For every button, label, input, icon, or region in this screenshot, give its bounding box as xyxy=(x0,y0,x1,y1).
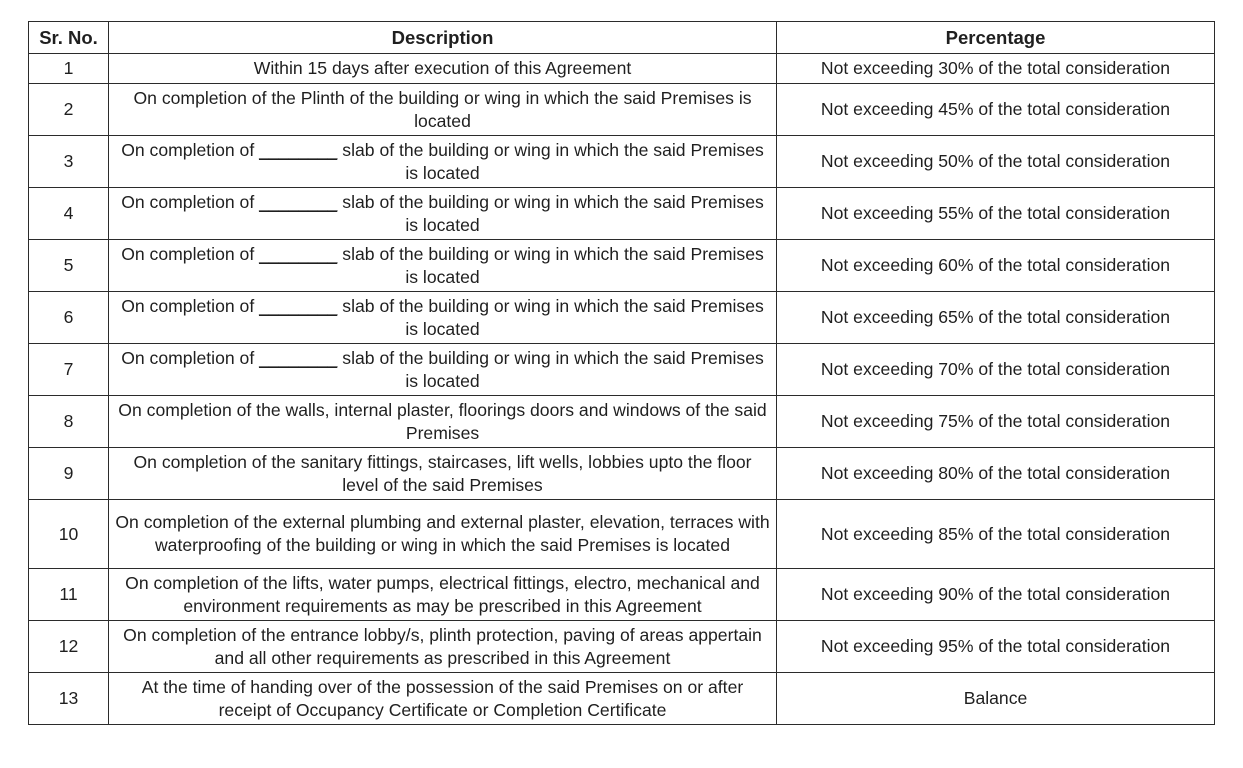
row-percentage: Not exceeding 85% of the total consideration xyxy=(777,500,1215,569)
row-percentage: Not exceeding 30% of the total consideration xyxy=(777,54,1215,84)
row-description: On completion of the sanitary fittings, staircases, lift wells, lobbies upto the floor level of the said Premises xyxy=(109,448,777,500)
row-percentage: Not exceeding 70% of the total consideration xyxy=(777,344,1215,396)
row-percentage: Not exceeding 65% of the total consideration xyxy=(777,292,1215,344)
description-text: slab of the building or wing in which the said Premises is located xyxy=(342,243,764,287)
row-sr-no: 8 xyxy=(29,396,109,448)
row-description xyxy=(109,292,777,344)
row-percentage: Not exceeding 95% of the total consideration xyxy=(777,621,1215,673)
row-percentage: Not exceeding 50% of the total consideration xyxy=(777,136,1215,188)
row-percentage: Balance xyxy=(777,673,1215,725)
header-description: Description xyxy=(109,22,777,54)
blank-fill-line: ________ xyxy=(259,139,338,160)
description-text: On completion of xyxy=(121,295,255,316)
row-description: On completion of the lifts, water pumps, electrical fittings, electro, mechanical and environment requirements as may be prescribed in this Agreement xyxy=(109,569,777,621)
blank-fill-line: ________ xyxy=(259,191,338,212)
blank-fill-line: ________ xyxy=(259,243,338,264)
row-percentage: Not exceeding 55% of the total consideration xyxy=(777,188,1215,240)
row-sr-no: 1 xyxy=(29,54,109,84)
table-row xyxy=(29,344,1215,396)
table-row xyxy=(29,569,1215,621)
row-percentage: Not exceeding 80% of the total consideration xyxy=(777,448,1215,500)
row-description xyxy=(109,240,777,292)
row-sr-no: 2 xyxy=(29,84,109,136)
row-sr-no: 12 xyxy=(29,621,109,673)
row-description: On completion of the entrance lobby/s, plinth protection, paving of areas appertain and all other requirements as prescribed in this Agreement xyxy=(109,621,777,673)
table-row xyxy=(29,396,1215,448)
row-description: On completion of the walls, internal plaster, floorings doors and windows of the said Premises xyxy=(109,396,777,448)
row-sr-no: 13 xyxy=(29,673,109,725)
header-row xyxy=(29,22,1215,54)
payment-schedule xyxy=(28,21,1214,725)
blank-fill-line: ________ xyxy=(259,295,338,316)
row-sr-no: 11 xyxy=(29,569,109,621)
description-text: On completion of xyxy=(121,347,255,368)
table-row xyxy=(29,54,1215,84)
header-percentage: Percentage xyxy=(777,22,1215,54)
row-description: Within 15 days after execution of this Agreement xyxy=(109,54,777,84)
table-row xyxy=(29,673,1215,725)
row-sr-no: 6 xyxy=(29,292,109,344)
table-row xyxy=(29,500,1215,569)
row-sr-no: 7 xyxy=(29,344,109,396)
row-percentage: Not exceeding 90% of the total consideration xyxy=(777,569,1215,621)
description-text: slab of the building or wing in which the said Premises is located xyxy=(342,295,764,339)
row-sr-no: 9 xyxy=(29,448,109,500)
table-row xyxy=(29,292,1215,344)
row-sr-no: 4 xyxy=(29,188,109,240)
description-text: On completion of xyxy=(121,139,255,160)
row-sr-no: 3 xyxy=(29,136,109,188)
table-row xyxy=(29,188,1215,240)
table-row xyxy=(29,136,1215,188)
payment-schedule-table xyxy=(28,21,1215,725)
description-text: slab of the building or wing in which the said Premises is located xyxy=(342,139,764,183)
row-sr-no: 5 xyxy=(29,240,109,292)
table-row xyxy=(29,448,1215,500)
description-text: slab of the building or wing in which the said Premises is located xyxy=(342,191,764,235)
row-description xyxy=(109,188,777,240)
row-description xyxy=(109,344,777,396)
row-description xyxy=(109,136,777,188)
row-percentage: Not exceeding 45% of the total consideration xyxy=(777,84,1215,136)
table-row xyxy=(29,84,1215,136)
row-description: On completion of the external plumbing and external plaster, elevation, terraces with waterproofing of the building or wing in which the said Premises is located xyxy=(109,500,777,569)
description-text: On completion of xyxy=(121,191,255,212)
description-text: slab of the building or wing in which the said Premises is located xyxy=(342,347,764,391)
table-row xyxy=(29,621,1215,673)
header-sr-no: Sr. No. xyxy=(29,22,109,54)
row-percentage: Not exceeding 60% of the total consideration xyxy=(777,240,1215,292)
table-row xyxy=(29,240,1215,292)
blank-fill-line: ________ xyxy=(259,347,338,368)
row-description: At the time of handing over of the possession of the said Premises on or after receipt of Occupancy Certificate or Completion Certificate xyxy=(109,673,777,725)
row-description: On completion of the Plinth of the building or wing in which the said Premises is located xyxy=(109,84,777,136)
description-text: On completion of xyxy=(121,243,255,264)
row-sr-no: 10 xyxy=(29,500,109,569)
row-percentage: Not exceeding 75% of the total consideration xyxy=(777,396,1215,448)
